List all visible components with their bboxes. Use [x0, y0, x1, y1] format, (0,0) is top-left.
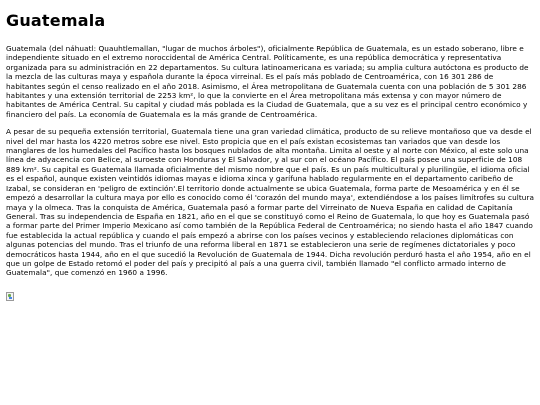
page-title: Guatemala	[6, 11, 106, 30]
history-paragraph: A pesar de su pequeña extensión territorial, Guatemala tiene una gran variedad climática, producto de su relieve montañoso que va desde el nivel del mar hasta los 4220 metros sobre ese nivel. Esto propicia que en el país existan ecosistemas tan variados que van desde los manglares de los humedales del Pacífico hasta los bosques nublados de alta montaña. Limita al oeste y al norte con México, al este solo una línea de adyacencia con Belice, al suroeste con Honduras y El Salvador, y al sur con el océano Pacífico. El país posee una superficie de 108 889 km². Su capital es Guatemala llamada oficialmente del mismo nombre que el país. Es un país multicultural y plurilingüe, el idioma oficial es el español, aunque existen veintidós idiomas mayas e idioma xinca y garífuna hablado regularmente en el departamento caribeño de Izabal, se consideran en 'peligro de extinción'.El territorio donde actualmente se ubica Guatemala, forma parte de Mesoamérica y en él se empezó a desarrollar la cultura maya por ello es conocido como él 'corazón del mundo maya', extendiéndose a los países limítrofes su cultura maya y la olmeca. Tras la conquista de América, Guatemala pasó a formar parte del Virreinato de Nueva España en calidad de Capitanía General. Tras su independencia de España en 1821, año en el que se constituyó como el Reino de Guatemala, lo que hoy es Guatemala pasó a formar parte del Primer Imperio Mexicano así como también de la República Federal de Centroamérica; no siendo hasta el año 1847 cuando fue establecida la actual república y cuando el país empezó a abrirse con los países vecinos y estableciendo relaciones diplomáticas con algunas potencias del mundo. Tras el triunfo de una reforma liberal en 1871 se establecieron una serie de regímenes dictatoriales y poco democráticos hasta 1944, año en el que sucedió la Revolución de Guatemala de 1944. Dicha revolución perduró hasta el año 1954, año en el que un golpe de Estado retomó el poder del país y precipitó al país a una guerra civil, también llamado "el conflicto armado interno de Guatemala", que comenzó en 1960 a 1996.	[6, 127, 534, 278]
broken-image-icon	[6, 292, 14, 301]
intro-paragraph: Guatemala (del náhuatl: Quauhtlemallan, "lugar de muchos árboles"), oficialmente República de Guatemala, es un estado soberano, libre e independiente situado en el extremo noroccidental de América Central. Políticamente, es una república democrática y representativa organizada para su administración en 22 departamentos. Su cultura latinoamericana es variada; su amplia cultura autóctona es producto de la mezcla de las culturas maya y española durante la época virreinal. Es el país más poblado de Centroamérica, con 16 301 286 de habitantes según el censo realizado en el año 2018. Asimismo, el Área metropolitana de Guatemala cuenta con una población de 5 301 286 habitantes y una extensión territorial de 2253 km², lo que la convierte en el Área metropolitana más extensa y con mayor número de habitantes de América Central. Su capital y ciudad más poblada es la Ciudad de Guatemala, que a su vez es el principal centro económico y financiero del país. La economía de Guatemala es la más grande de Centroamérica.	[6, 44, 529, 119]
